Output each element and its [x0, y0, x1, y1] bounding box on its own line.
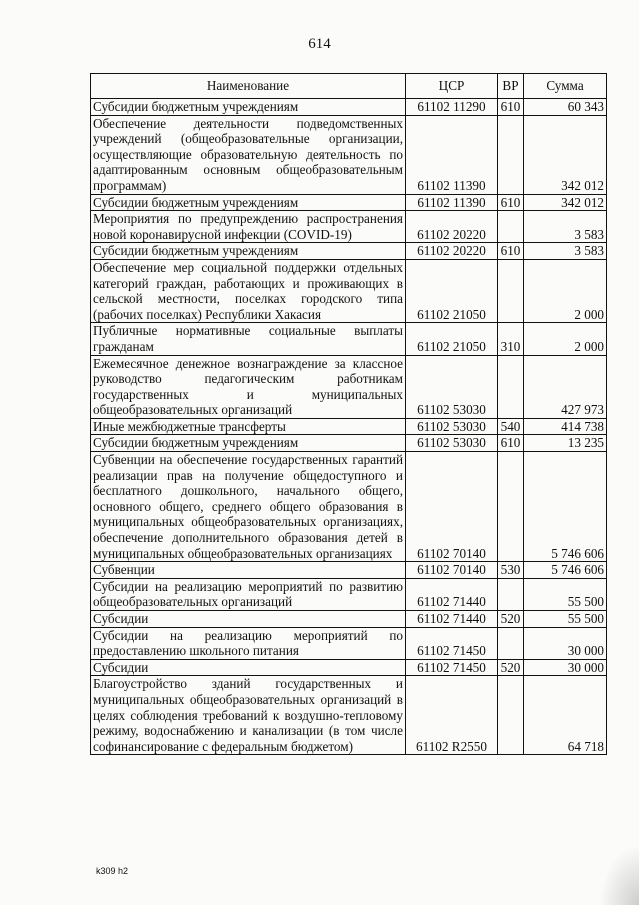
- column-header-name: Наименование: [91, 74, 406, 99]
- row-vr-cell: 610: [498, 99, 524, 116]
- row-csr-cell: 61102 53030: [406, 355, 498, 418]
- table-row: [91, 115, 607, 194]
- row-sum-cell: 55 500: [524, 578, 607, 610]
- row-vr-cell: 540: [498, 418, 524, 435]
- column-header-sum: Сумма: [524, 74, 607, 99]
- row-csr-cell: 61102 71450: [406, 627, 498, 659]
- row-name-cell: Иные межбюджетные трансферты: [91, 418, 406, 435]
- row-csr-cell: 61102 71440: [406, 578, 498, 610]
- scan-shadow: [599, 845, 639, 905]
- row-csr-cell: 61102 20220: [406, 211, 498, 243]
- row-name-cell: Субвенции: [91, 562, 406, 579]
- row-sum-cell: 55 500: [524, 611, 607, 628]
- row-sum-cell: 13 235: [524, 435, 607, 452]
- row-name-cell: Обеспечение мер социальной поддержки отдельных категорий граждан, работающих и проживающих в сельской местности, поселках городского типа (рабочих поселках) Республики Хакасия: [91, 259, 406, 322]
- row-name-cell: Субсидии бюджетным учреждениям: [91, 194, 406, 211]
- row-vr-cell: 610: [498, 435, 524, 452]
- row-vr-cell: 520: [498, 611, 524, 628]
- row-sum-cell: 2 000: [524, 259, 607, 322]
- table-row: [91, 435, 607, 452]
- table-body: [91, 99, 607, 755]
- table-row: [91, 99, 607, 116]
- row-csr-cell: 61102 21050: [406, 259, 498, 322]
- row-sum-cell: 60 343: [524, 99, 607, 116]
- row-vr-cell: 310: [498, 323, 524, 355]
- row-vr-cell: [498, 355, 524, 418]
- row-sum-cell: 342 012: [524, 115, 607, 194]
- row-csr-cell: 61102 11290: [406, 99, 498, 116]
- row-csr-cell: 61102 R2550: [406, 676, 498, 755]
- budget-table: [90, 73, 607, 755]
- row-name-cell: Обеспечение деятельности подведомственных учреждений (общеобразовательные организации, осуществляющие образовательную деятельность по адаптированным основным общеобразовательным программам): [91, 115, 406, 194]
- page-number: 614: [308, 36, 331, 52]
- row-vr-cell: [498, 259, 524, 322]
- row-vr-cell: [498, 211, 524, 243]
- row-vr-cell: [498, 115, 524, 194]
- footer-code: k309 h2: [96, 866, 129, 876]
- row-csr-cell: 61102 11390: [406, 194, 498, 211]
- column-header-csr: ЦСР: [406, 74, 498, 99]
- row-csr-cell: 61102 53030: [406, 435, 498, 452]
- row-name-cell: Субвенции на обеспечение государственных гарантий реализации прав на получение общедоступного и бесплатного дошкольного, начального общего, основного общего, среднего общего образования в муниципальных общеобразовательных организациях, обеспечение дополнительного образования детей в муниципальных общеобразовательных организациях: [91, 452, 406, 562]
- row-name-cell: Мероприятия по предупреждению распространения новой коронавирусной инфекции (COVID-19): [91, 211, 406, 243]
- row-csr-cell: 61102 11390: [406, 115, 498, 194]
- row-sum-cell: 30 000: [524, 627, 607, 659]
- row-name-cell: Благоустройство зданий государственных и муниципальных общеобразовательных организаций в целях соблюдения требований к воздушно-тепловому режиму, водоснабжению и канализации (в том числе софинансирование с федеральным бюджетом): [91, 676, 406, 755]
- row-name-cell: Ежемесячное денежное вознаграждение за классное руководство педагогическим работникам государственных и муниципальных общеобразовательных организаций: [91, 355, 406, 418]
- row-sum-cell: 3 583: [524, 211, 607, 243]
- row-name-cell: Субсидии на реализацию мероприятий по предоставлению школьного питания: [91, 627, 406, 659]
- row-sum-cell: 64 718: [524, 676, 607, 755]
- table-row: [91, 211, 607, 243]
- row-sum-cell: 2 000: [524, 323, 607, 355]
- table-header-row: [91, 74, 607, 99]
- table-row: [91, 194, 607, 211]
- table-row: [91, 243, 607, 260]
- row-sum-cell: 427 973: [524, 355, 607, 418]
- row-vr-cell: [498, 578, 524, 610]
- row-vr-cell: 610: [498, 194, 524, 211]
- table-row: [91, 676, 607, 755]
- row-sum-cell: 414 738: [524, 418, 607, 435]
- table-row: [91, 418, 607, 435]
- row-name-cell: Субсидии бюджетным учреждениям: [91, 99, 406, 116]
- table-row: [91, 355, 607, 418]
- row-sum-cell: 5 746 606: [524, 562, 607, 579]
- row-csr-cell: 61102 70140: [406, 452, 498, 562]
- row-name-cell: Публичные нормативные социальные выплаты гражданам: [91, 323, 406, 355]
- row-csr-cell: 61102 53030: [406, 418, 498, 435]
- row-vr-cell: 520: [498, 659, 524, 676]
- table-row: [91, 627, 607, 659]
- row-name-cell: Субсидии: [91, 659, 406, 676]
- column-header-vr: ВР: [498, 74, 524, 99]
- table-row: [91, 562, 607, 579]
- row-csr-cell: 61102 71440: [406, 611, 498, 628]
- row-sum-cell: 342 012: [524, 194, 607, 211]
- table-row: [91, 659, 607, 676]
- table-row: [91, 323, 607, 355]
- table-row: [91, 259, 607, 322]
- row-vr-cell: [498, 676, 524, 755]
- row-sum-cell: 30 000: [524, 659, 607, 676]
- row-csr-cell: 61102 70140: [406, 562, 498, 579]
- row-csr-cell: 61102 21050: [406, 323, 498, 355]
- table-row: [91, 452, 607, 562]
- row-name-cell: Субсидии: [91, 611, 406, 628]
- row-sum-cell: 3 583: [524, 243, 607, 260]
- row-vr-cell: 530: [498, 562, 524, 579]
- row-csr-cell: 61102 20220: [406, 243, 498, 260]
- row-vr-cell: 610: [498, 243, 524, 260]
- row-vr-cell: [498, 452, 524, 562]
- row-sum-cell: 5 746 606: [524, 452, 607, 562]
- row-vr-cell: [498, 627, 524, 659]
- row-name-cell: Субсидии бюджетным учреждениям: [91, 435, 406, 452]
- table-row: [91, 611, 607, 628]
- row-name-cell: Субсидии бюджетным учреждениям: [91, 243, 406, 260]
- table-row: [91, 578, 607, 610]
- row-csr-cell: 61102 71450: [406, 659, 498, 676]
- row-name-cell: Субсидии на реализацию мероприятий по развитию общеобразовательных организаций: [91, 578, 406, 610]
